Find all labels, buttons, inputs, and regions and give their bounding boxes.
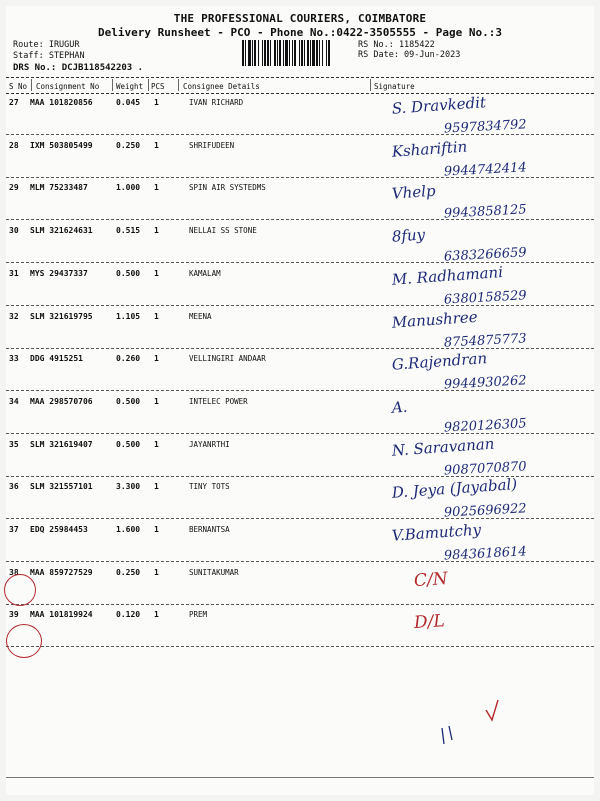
col-header-weight: Weight <box>116 82 144 91</box>
signature-phone: 9025696922 <box>443 501 527 521</box>
route-label: Route: IRUGUR <box>13 40 80 50</box>
signature-phone: 9944742414 <box>443 159 527 180</box>
rs-date: RS Date: 09-Jun-2023 <box>358 50 461 60</box>
pieces-count: 1 <box>154 268 159 278</box>
signature-name: D/L <box>413 611 446 634</box>
signature-name: Vhelp <box>391 182 437 204</box>
col-divider <box>370 79 371 91</box>
signature-phone: 9943858125 <box>443 202 527 222</box>
signature-name: S. Dravkedit <box>391 93 487 118</box>
signature-name: M. Radhamani <box>391 262 504 289</box>
pieces-count: 1 <box>154 140 159 150</box>
consignment-number: EDQ 25984453 <box>30 525 88 534</box>
pieces-count: 1 <box>154 610 159 620</box>
col-divider <box>148 79 149 91</box>
header-top-rule <box>6 77 594 78</box>
row-sno: 37 <box>9 525 19 534</box>
weight-value: 1.105 <box>116 311 141 321</box>
drs-number: DRS No.: DCJB118542203 . <box>13 63 144 73</box>
red-circle-mark <box>6 624 42 658</box>
pieces-count: 1 <box>154 396 159 406</box>
handwritten-signature <box>374 600 589 652</box>
red-circle-mark <box>4 574 36 606</box>
consignee-name: INTELEC POWER <box>189 396 248 406</box>
signature-phone: 9843618614 <box>443 544 527 564</box>
pieces-count: 1 <box>154 567 159 577</box>
weight-value: 0.045 <box>116 98 141 107</box>
weight-value: 0.120 <box>116 610 141 620</box>
weight-value: 0.515 <box>116 226 141 236</box>
pieces-count: 1 <box>154 482 159 492</box>
row-sno: 35 <box>9 439 19 449</box>
consignee-name: MEENA <box>189 311 212 321</box>
consignee-name: BERNANTSA <box>189 525 230 534</box>
pieces-count: 1 <box>154 354 159 364</box>
page-bottom-rule <box>6 777 594 778</box>
consignment-number: MLM 75233487 <box>30 183 88 193</box>
signature-name: Manushree <box>391 307 479 332</box>
col-header-consignment: Consignment No <box>36 82 100 91</box>
row-sno: 30 <box>9 226 19 236</box>
pieces-count: 1 <box>154 226 159 236</box>
row-sno: 31 <box>9 268 19 278</box>
row-sno: 29 <box>9 183 19 193</box>
weight-value: 0.250 <box>116 567 141 577</box>
table-row <box>6 610 594 653</box>
consignee-name: KAMALAM <box>189 268 221 278</box>
col-divider <box>178 79 179 91</box>
pieces-count: 1 <box>154 311 159 321</box>
row-sno: 39 <box>9 610 19 620</box>
signature-name: V.Bamutchy <box>391 520 482 545</box>
consignment-number: SLM 321557101 <box>30 482 93 492</box>
consignment-number: MAA 101819924 <box>30 610 93 620</box>
consignment-number: IXM 503805499 <box>30 140 93 150</box>
row-sno: 32 <box>9 311 19 321</box>
pieces-count: 1 <box>154 525 159 534</box>
consignee-name: SPIN AIR SYSTEDMS <box>189 183 266 193</box>
consignment-number: MAA 101820856 <box>30 98 93 107</box>
row-sno: 34 <box>9 396 19 406</box>
consignment-number: DDG 4915251 <box>30 354 83 364</box>
col-header-signature: Signature <box>374 82 415 91</box>
consignee-name: SUNITAKUMAR <box>189 567 239 577</box>
signature-phone: 6380158529 <box>443 288 527 308</box>
signature-name: Kshariftin <box>391 137 468 161</box>
runsheet-subtitle: Delivery Runsheet - PCO - Phone No.:0422-3505555 - Page No.:3 <box>98 26 502 39</box>
row-sno: 36 <box>9 482 19 492</box>
weight-value: 0.260 <box>116 354 141 364</box>
pieces-count: 1 <box>154 98 159 107</box>
pieces-count: 1 <box>154 439 159 449</box>
signature-name: 8fuy <box>391 225 426 246</box>
pieces-count: 1 <box>154 183 159 193</box>
row-sno: 28 <box>9 140 19 150</box>
consignee-name: VELLINGIRI ANDAAR <box>189 354 266 364</box>
consignment-number: MYS 29437337 <box>30 268 88 278</box>
col-divider <box>31 79 32 91</box>
company-title: THE PROFESSIONAL COURIERS, COIMBATORE <box>173 12 427 25</box>
signature-phone: 9597834792 <box>443 117 527 137</box>
consignment-number: MAA 859727529 <box>30 567 93 577</box>
staff-label: Staff: STEPHAN <box>13 51 85 61</box>
signature-phone: 9087070870 <box>443 458 527 479</box>
col-header-sno: S No <box>9 82 28 91</box>
col-header-consignee: Consignee Details <box>183 82 260 91</box>
consignment-number: SLM 321619795 <box>30 311 93 321</box>
row-sno: 33 <box>9 354 19 364</box>
consignee-name: JAYANRTHI <box>189 439 230 449</box>
consignment-number: SLM 321624631 <box>30 226 93 236</box>
weight-value: 0.500 <box>116 396 141 406</box>
consignee-name: SHRIFUDEEN <box>189 140 235 150</box>
weight-value: 1.600 <box>116 525 141 534</box>
consignment-number: SLM 321619407 <box>30 439 93 449</box>
col-header-pcs: PCS <box>151 82 165 91</box>
signature-phone: 8754875773 <box>443 330 527 351</box>
signature-name: A. <box>391 397 409 417</box>
consignee-name: NELLAI SS STONE <box>189 226 257 236</box>
consignment-number: MAA 298570706 <box>30 396 93 406</box>
row-sno: 38 <box>9 567 19 577</box>
weight-value: 0.250 <box>116 140 141 150</box>
consignee-name: IVAN RICHARD <box>189 98 244 107</box>
barcode-image <box>242 40 352 66</box>
signature-phone: 6383266659 <box>443 245 527 265</box>
weight-value: 1.000 <box>116 183 141 193</box>
signature-name: N. Saravanan <box>391 434 495 460</box>
col-divider <box>112 79 113 91</box>
signature-phone: 9820126305 <box>443 416 527 436</box>
signature-phone: 9944930262 <box>443 373 527 393</box>
signature-name: G.Rajendran <box>391 349 488 374</box>
pen-marks <box>430 700 520 750</box>
signature-name: C/N <box>413 568 449 591</box>
consignee-name: PREM <box>189 610 208 620</box>
weight-value: 0.500 <box>116 439 141 449</box>
weight-value: 3.300 <box>116 482 141 492</box>
rs-number: RS No.: 1185422 <box>358 40 435 50</box>
consignee-name: TINY TOTS <box>189 482 230 492</box>
row-sno: 27 <box>9 98 19 107</box>
signature-name: D. Jeya (Jayabal) <box>391 475 518 503</box>
weight-value: 0.500 <box>116 268 141 278</box>
